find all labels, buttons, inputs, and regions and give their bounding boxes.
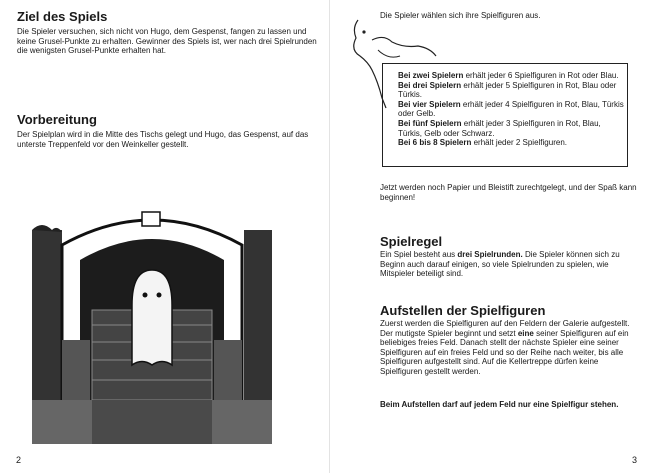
box-line <box>398 100 624 119</box>
box-line-bold: Bei vier Spielern <box>398 99 461 109</box>
box-line-bold: Bei drei Spielern <box>398 80 462 90</box>
box-line-rest: erhält jeder 6 Spielfiguren in Rot oder Blau. <box>463 71 619 80</box>
ziel-paragraph: Die Spieler versuchen, sich nicht von Hugo, dem Gespenst, fangen zu lassen und keine Grusel-Punkte zu erhalten. Gewinner des Spiels ist, wer nach drei Spielrunden die wenigsten Grusel-Punkte erhalten hat. <box>17 27 317 56</box>
spielregel-paragraph <box>380 250 642 279</box>
aufstellen-paragraph <box>380 319 642 377</box>
spielregel-text-pre: Ein Spiel besteht aus <box>380 250 458 259</box>
box-line <box>398 119 624 138</box>
box-line <box>398 81 624 100</box>
aufstellen-text-2b: eine <box>517 328 534 338</box>
box-line-rest: erhält jeder 3 Spielfiguren in Rot, Blau, Türkis, Gelb oder Schwarz. <box>398 118 601 138</box>
box-line-rest: erhält jeder 5 Spielfiguren in Rot, Blau oder Türkis. <box>398 80 617 100</box>
player-figures-list <box>398 71 624 148</box>
aufstellen-heading: Aufstellen der Spielfiguren <box>380 303 546 318</box>
box-line-rest: erhält jeder 4 Spielfiguren in Rot, Blau, Türkis oder Gelb. <box>398 99 624 119</box>
spielregel-text-bold: drei Spielrunden. <box>457 250 523 259</box>
page-number-right: 3 <box>631 455 637 465</box>
box-line <box>398 71 624 81</box>
ziel-heading: Ziel des Spiels <box>17 9 108 24</box>
page-number-left: 2 <box>16 455 22 465</box>
box-line-bold: Bei fünf Spielern <box>398 118 462 128</box>
box-line-rest: erhält jeder 2 Spielfiguren. <box>471 138 567 148</box>
wahl-sentence: Die Spieler wählen sich ihre Spielfiguren aus. <box>380 11 541 20</box>
right-page <box>330 0 649 473</box>
aufstellen-text-1: Zuerst werden die Spielfiguren auf den Feldern der Galerie aufgestellt. <box>380 319 630 328</box>
vorbereitung-heading: Vorbereitung <box>17 112 97 127</box>
aufstellen-text-2c: seiner Spielfiguren auf ein beliebiges freies Feld. Danach stellt der nächste Spieler eine seiner Spielfiguren auf ein freies Feld und so der Reihe nach weiter, bis alle Spielfiguren aufgestellt sind. Auf die Kellertreppe dürfen keine Spielfiguren gestellt werden. <box>380 328 629 376</box>
box-line <box>398 138 624 148</box>
vorbereitung-paragraph: Der Spielplan wird in die Mitte des Tischs gelegt und Hugo, das Gespenst, auf das unterste Treppenfeld vor den Weinkeller gestellt. <box>17 130 309 149</box>
beim-paragraph: Beim Aufstellen darf auf jedem Feld nur eine Spielfigur stehen. <box>380 400 619 409</box>
jetzt-paragraph: Jetzt werden noch Papier und Bleistift zurechtgelegt, und der Spaß kann beginnen! <box>380 183 637 202</box>
spielregel-heading: Spielregel <box>380 234 443 249</box>
spielregel-text-post: Die Spieler können sich zu Beginn auch darauf einigen, so viele Spielrunden zu spielen, wie Mitspieler beteiligt sind. <box>380 250 620 279</box>
cellar-door-illustration <box>32 200 272 444</box>
box-line-bold: Bei zwei Spielern <box>398 71 464 80</box>
aufstellen-text-2a: Der mutigste Spieler beginnt und setzt <box>380 328 518 338</box>
aufstellen-text-2 <box>380 329 642 377</box>
box-line-bold: Bei 6 bis 8 Spielern <box>398 138 472 148</box>
